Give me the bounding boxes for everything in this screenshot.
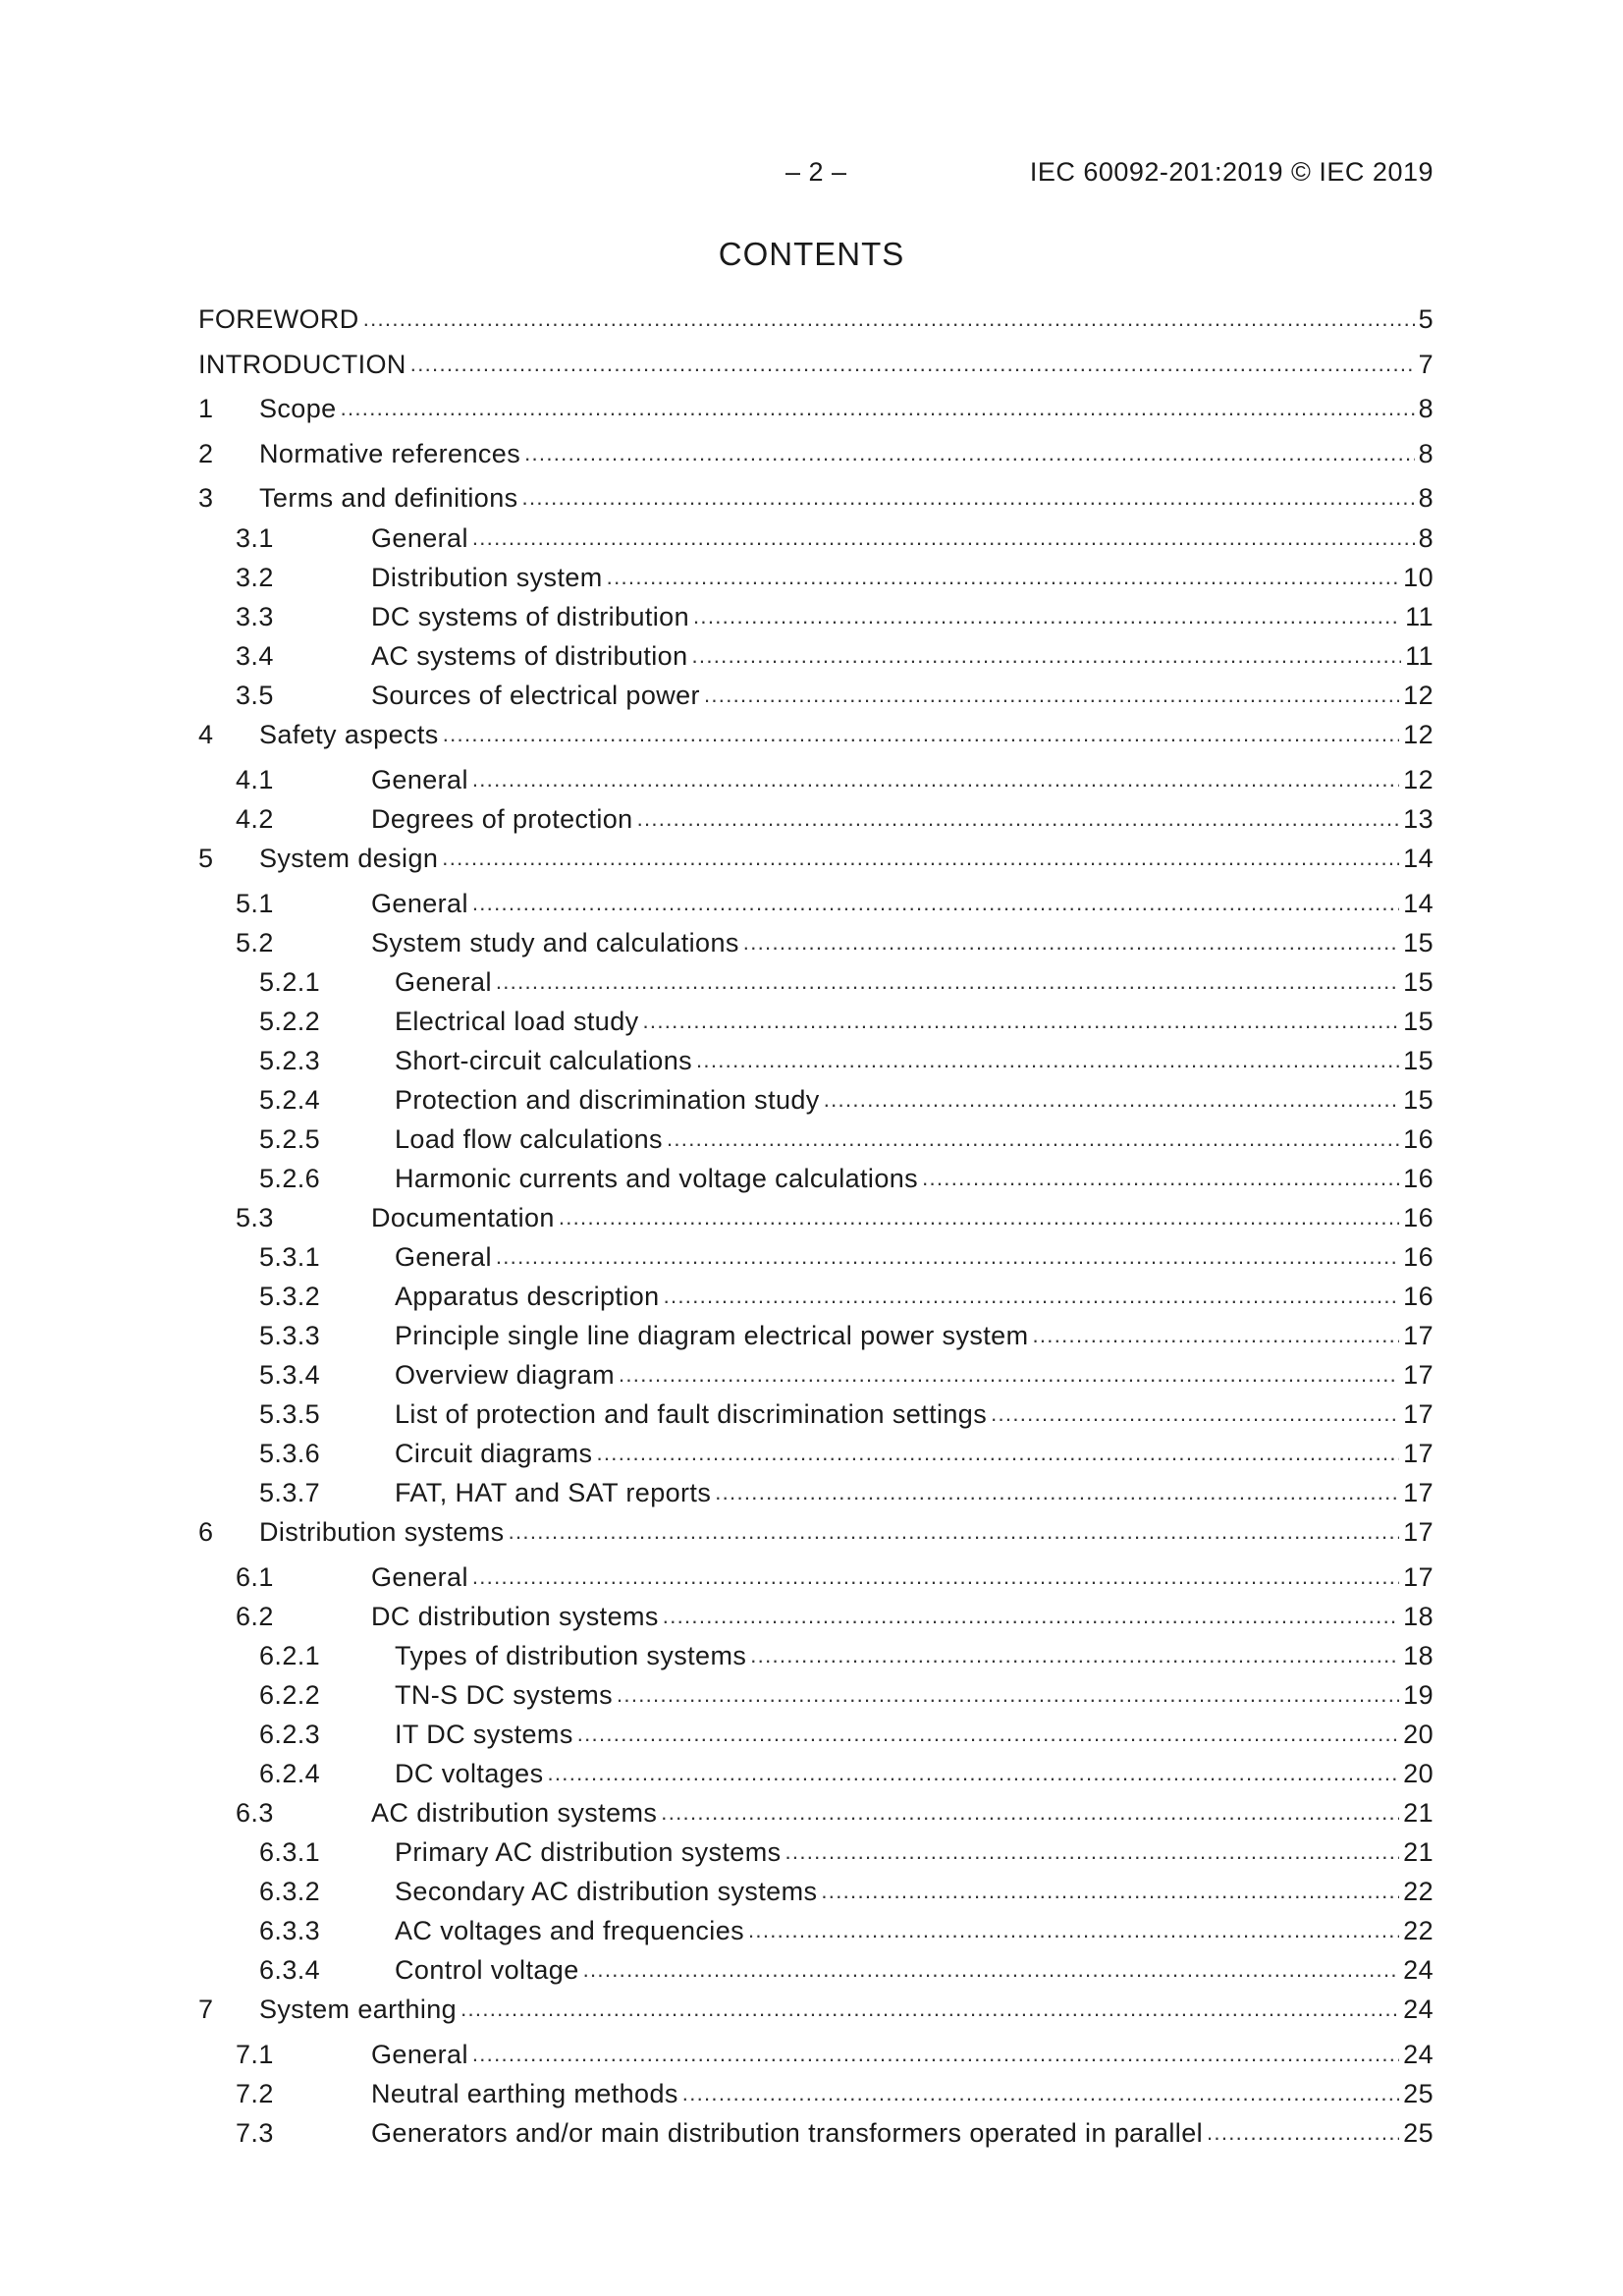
toc-entry[interactable]: [198, 394, 1434, 429]
toc-entry[interactable]: [198, 1798, 1434, 1833]
toc-entry[interactable]: [198, 1321, 1434, 1356]
toc-dot-leader: [743, 926, 1399, 957]
toc-entry-title: Degrees of protection: [371, 804, 633, 834]
toc-entry-page: 15: [1403, 1085, 1434, 1115]
toc-dot-leader: [693, 600, 1401, 630]
toc-dot-leader: [583, 1953, 1400, 1984]
toc-dot-leader: [363, 302, 1415, 333]
toc-entry[interactable]: [198, 1837, 1434, 1873]
toc-entry-number: 4.2: [236, 804, 274, 834]
toc-entry-page: 14: [1403, 844, 1434, 873]
toc-entry[interactable]: [198, 1360, 1434, 1395]
toc-entry[interactable]: [198, 1877, 1434, 1912]
toc-entry-number: 5: [198, 844, 214, 873]
toc-entry-number: 3.2: [236, 563, 274, 592]
toc-entry[interactable]: [198, 844, 1434, 879]
toc-entry-page: 10: [1403, 563, 1434, 592]
toc-entry-page: 7: [1418, 350, 1434, 379]
toc-entry-title: Overview diagram: [395, 1360, 615, 1390]
toc-entry-page: 18: [1403, 1602, 1434, 1631]
toc-entry-title: Sources of electrical power: [371, 681, 700, 710]
toc-entry-title: DC distribution systems: [371, 1602, 659, 1631]
toc-entry-title: FOREWORD: [198, 304, 359, 334]
toc-entry-number: 5.3.5: [259, 1399, 321, 1429]
toc-entry[interactable]: [198, 1916, 1434, 1951]
toc-entry-title: Types of distribution systems: [395, 1641, 747, 1670]
toc-entry-page: 21: [1403, 1837, 1434, 1867]
toc-entry[interactable]: [198, 1720, 1434, 1755]
toc-entry-title: System design: [259, 844, 439, 873]
toc-entry[interactable]: [198, 439, 1434, 474]
toc-entry-title: Safety aspects: [259, 720, 439, 749]
toc-entry-title: Protection and discrimination study: [395, 1085, 820, 1115]
toc-entry[interactable]: [198, 1995, 1434, 2030]
toc-entry-number: 4: [198, 720, 214, 749]
toc-entry-number: 6.3.4: [259, 1955, 321, 1985]
toc-entry-number: 6.2.4: [259, 1759, 321, 1788]
toc-entry-number: 5.2.4: [259, 1085, 321, 1115]
toc-entry-number: 5.3: [236, 1203, 274, 1232]
toc-entry-number: 6.2: [236, 1602, 274, 1631]
toc-entry-page: 19: [1403, 1680, 1434, 1710]
toc-entry-number: 6.3.2: [259, 1877, 321, 1906]
toc-entry-number: 7: [198, 1995, 214, 2024]
toc-entry-title: Distribution system: [371, 563, 603, 592]
toc-entry-number: 5.3.1: [259, 1242, 321, 1272]
toc-entry[interactable]: [198, 1439, 1434, 1474]
toc-entry[interactable]: [198, 928, 1434, 963]
toc-entry[interactable]: [198, 2118, 1434, 2154]
toc-entry[interactable]: [198, 1602, 1434, 1637]
toc-entry-title: List of protection and fault discrimination settings: [395, 1399, 988, 1429]
toc-entry[interactable]: [198, 1680, 1434, 1716]
toc-entry[interactable]: [198, 1124, 1434, 1160]
toc-entry-title: Secondary AC distribution systems: [395, 1877, 818, 1906]
toc-entry-page: 17: [1403, 1321, 1434, 1350]
toc-entry[interactable]: [198, 1203, 1434, 1238]
toc-entry-title: DC systems of distribution: [371, 602, 689, 631]
toc-entry-number: 6: [198, 1517, 214, 1547]
toc-entry-page: 15: [1403, 967, 1434, 997]
toc-entry[interactable]: [198, 641, 1434, 677]
toc-entry-title: General: [395, 967, 492, 997]
toc-entry-number: 3.5: [236, 681, 274, 710]
toc-entry-number: 3.4: [236, 641, 274, 671]
toc-entry[interactable]: [198, 304, 1434, 340]
toc-entry-title: General: [395, 1242, 492, 1272]
toc-dot-leader: [509, 1515, 1400, 1546]
toc-entry-page: 17: [1403, 1439, 1434, 1468]
toc-dot-leader: [443, 718, 1399, 748]
toc-dot-leader: [472, 887, 1399, 917]
toc-entry-number: 6.3.1: [259, 1837, 321, 1867]
toc-dot-leader: [472, 763, 1399, 793]
toc-entry-title: Harmonic currents and voltage calculations: [395, 1164, 919, 1193]
toc-entry-title: Load flow calculations: [395, 1124, 663, 1154]
toc-entry-number: 5.3.6: [259, 1439, 321, 1468]
toc-entry-page: 20: [1403, 1720, 1434, 1749]
toc-entry-title: INTRODUCTION: [198, 350, 406, 379]
toc-entry-number: 5.2.1: [259, 967, 321, 997]
toc-entry[interactable]: [198, 1759, 1434, 1794]
toc-entry-page: 16: [1403, 1124, 1434, 1154]
toc-entry-title: AC voltages and frequencies: [395, 1916, 745, 1945]
toc-dot-leader: [785, 1835, 1400, 1866]
toc-entry-title: Primary AC distribution systems: [395, 1837, 782, 1867]
toc-entry-title: Neutral earthing methods: [371, 2079, 678, 2108]
toc-entry[interactable]: [198, 1478, 1434, 1513]
toc-entry-title: Principle single line diagram electrical power system: [395, 1321, 1029, 1350]
toc-entry-title: Distribution systems: [259, 1517, 505, 1547]
toc-entry[interactable]: [198, 1955, 1434, 1991]
toc-entry-page: 16: [1403, 1164, 1434, 1193]
toc-entry-page: 22: [1403, 1916, 1434, 1945]
toc-entry-page: 17: [1403, 1562, 1434, 1592]
toc-dot-leader: [442, 842, 1399, 872]
toc-dot-leader: [922, 1162, 1399, 1192]
toc-entry-number: 5.2: [236, 928, 274, 957]
toc-dot-leader: [750, 1639, 1399, 1669]
toc-entry[interactable]: [198, 1046, 1434, 1081]
toc-dot-leader: [704, 679, 1399, 709]
toc-entry-title: System study and calculations: [371, 928, 739, 957]
toc-entry-page: 25: [1403, 2118, 1434, 2148]
toc-dot-leader: [472, 1560, 1399, 1591]
toc-dot-leader: [991, 1397, 1399, 1428]
toc-entry-title: General: [371, 523, 468, 553]
toc-entry-number: 5.3.7: [259, 1478, 321, 1507]
toc-entry[interactable]: [198, 483, 1434, 519]
toc-entry-title: Circuit diagrams: [395, 1439, 593, 1468]
toc-entry-number: 6.2.1: [259, 1641, 321, 1670]
toc-dot-leader: [1032, 1319, 1399, 1349]
toc-entry-number: 5.2.5: [259, 1124, 321, 1154]
toc-entry[interactable]: [198, 2040, 1434, 2075]
toc-dot-leader: [496, 1240, 1399, 1271]
toc-dot-leader: [410, 348, 1415, 378]
toc-entry-number: 5.1: [236, 889, 274, 918]
toc-dot-leader: [643, 1005, 1400, 1035]
toc-entry-number: 6.1: [236, 1562, 274, 1592]
toc-dot-leader: [522, 481, 1415, 512]
toc-entry[interactable]: [198, 523, 1434, 559]
toc-entry-title: Documentation: [371, 1203, 555, 1232]
toc-entry-title: Short-circuit calculations: [395, 1046, 693, 1075]
toc-dot-leader: [696, 1044, 1399, 1074]
toc-entry[interactable]: [198, 1085, 1434, 1121]
toc-entry-number: 6.3: [236, 1798, 274, 1828]
toc-entry-page: 25: [1403, 2079, 1434, 2108]
toc-entry-page: 8: [1418, 523, 1434, 553]
toc-entry-number: 5.3.2: [259, 1282, 321, 1311]
toc-entry[interactable]: [198, 804, 1434, 840]
toc-entry[interactable]: [198, 1164, 1434, 1199]
toc-dot-leader: [496, 965, 1399, 996]
toc-entry-page: 15: [1403, 1007, 1434, 1036]
toc-entry-title: General: [371, 765, 468, 794]
toc-entry[interactable]: [198, 1007, 1434, 1042]
toc-dot-leader: [617, 1678, 1399, 1709]
toc-entry-title: TN-S DC systems: [395, 1680, 613, 1710]
toc-entry-number: 5.2.3: [259, 1046, 321, 1075]
toc-entry-page: 16: [1403, 1282, 1434, 1311]
toc-dot-leader: [667, 1122, 1399, 1153]
toc-entry-page: 17: [1403, 1360, 1434, 1390]
toc-entry-title: Scope: [259, 394, 337, 423]
toc-entry-title: Apparatus description: [395, 1282, 660, 1311]
toc-entry[interactable]: [198, 2079, 1434, 2114]
toc-entry-page: 17: [1403, 1478, 1434, 1507]
toc-entry[interactable]: [198, 1242, 1434, 1278]
toc-entry-page: 17: [1403, 1399, 1434, 1429]
toc-entry-page: 8: [1418, 483, 1434, 513]
toc-entry-number: 3: [198, 483, 214, 513]
toc-entry[interactable]: [198, 889, 1434, 924]
toc-dot-leader: [637, 802, 1400, 833]
toc-dot-leader: [748, 1914, 1399, 1944]
toc-entry-page: 8: [1418, 394, 1434, 423]
toc-entry[interactable]: [198, 681, 1434, 716]
toc-entry-title: Generators and/or main distribution transformers operated in parallel: [371, 2118, 1204, 2148]
toc-entry-page: 11: [1405, 641, 1434, 671]
toc-entry-number: 6.2.2: [259, 1680, 321, 1710]
toc-entry-page: 12: [1403, 720, 1434, 749]
toc-dot-leader: [663, 1600, 1399, 1630]
toc-entry[interactable]: [198, 1399, 1434, 1435]
toc-entry-number: 5.2.6: [259, 1164, 321, 1193]
toc-entry-number: 3.1: [236, 523, 274, 553]
toc-entry-title: AC distribution systems: [371, 1798, 658, 1828]
toc-entry-title: IT DC systems: [395, 1720, 573, 1749]
toc-entry-title: Normative references: [259, 439, 521, 468]
toc-entry-page: 15: [1403, 928, 1434, 957]
toc-entry-number: 5.3.3: [259, 1321, 321, 1350]
toc-entry[interactable]: [198, 765, 1434, 800]
document-reference: IEC 60092-201:2019 © IEC 2019: [1029, 157, 1434, 187]
toc-entry-title: General: [371, 889, 468, 918]
toc-dot-leader: [664, 1280, 1400, 1310]
toc-entry-number: 6.2.3: [259, 1720, 321, 1749]
toc-dot-leader: [524, 437, 1414, 467]
toc-entry-page: 21: [1403, 1798, 1434, 1828]
toc-entry-page: 24: [1403, 1955, 1434, 1985]
toc-entry-number: 3.3: [236, 602, 274, 631]
toc-dot-leader: [682, 2077, 1399, 2107]
toc-entry[interactable]: [198, 720, 1434, 755]
toc-entry-number: 1: [198, 394, 214, 423]
toc-dot-leader: [661, 1796, 1399, 1827]
toc-entry-page: 12: [1403, 765, 1434, 794]
toc-dot-leader: [460, 1993, 1399, 2023]
toc-entry-title: DC voltages: [395, 1759, 544, 1788]
toc-dot-leader: [472, 2038, 1399, 2068]
toc-entry-title: Terms and definitions: [259, 483, 518, 513]
toc-entry[interactable]: [198, 1282, 1434, 1317]
toc-entry-page: 16: [1403, 1242, 1434, 1272]
toc-entry-title: FAT, HAT and SAT reports: [395, 1478, 712, 1507]
toc-entry[interactable]: [198, 602, 1434, 637]
toc-entry[interactable]: [198, 1517, 1434, 1553]
toc-dot-leader: [559, 1201, 1399, 1231]
toc-dot-leader: [577, 1718, 1399, 1748]
toc-entry-title: System earthing: [259, 1995, 458, 2024]
toc-entry-title: General: [371, 2040, 468, 2069]
toc-entry[interactable]: [198, 563, 1434, 598]
toc-dot-leader: [715, 1476, 1399, 1506]
toc-entry-number: 5.2.2: [259, 1007, 321, 1036]
toc-entry[interactable]: [198, 967, 1434, 1003]
toc-entry-page: 15: [1403, 1046, 1434, 1075]
toc-dot-leader: [619, 1358, 1399, 1389]
toc-dot-leader: [1207, 2116, 1399, 2147]
toc-entry-page: 17: [1403, 1517, 1434, 1547]
toc-entry[interactable]: [198, 1562, 1434, 1598]
toc-entry-page: 16: [1403, 1203, 1434, 1232]
toc-entry-page: 18: [1403, 1641, 1434, 1670]
toc-entry-title: AC systems of distribution: [371, 641, 688, 671]
page-number: – 2 –: [785, 157, 847, 187]
toc-dot-leader: [596, 1437, 1399, 1467]
toc-entry-title: Control voltage: [395, 1955, 579, 1985]
toc-entry-page: 24: [1403, 2040, 1434, 2069]
toc-entry-title: Electrical load study: [395, 1007, 639, 1036]
toc-entry-number: 2: [198, 439, 214, 468]
toc-entry-number: 4.1: [236, 765, 274, 794]
toc-entry[interactable]: [198, 350, 1434, 385]
toc-entry-title: General: [371, 1562, 468, 1592]
toc-entry-page: 14: [1403, 889, 1434, 918]
toc-entry-page: 22: [1403, 1877, 1434, 1906]
toc-dot-leader: [821, 1875, 1399, 1905]
toc-dot-leader: [472, 521, 1415, 552]
toc-entry[interactable]: [198, 1641, 1434, 1676]
toc-entry-page: 11: [1405, 602, 1434, 631]
toc-entry-number: 7.2: [236, 2079, 274, 2108]
toc-entry-number: 7.1: [236, 2040, 274, 2069]
toc-entry-number: 5.3.4: [259, 1360, 321, 1390]
toc-entry-page: 13: [1403, 804, 1434, 834]
toc-entry-page: 24: [1403, 1995, 1434, 2024]
contents-title: CONTENTS: [718, 236, 905, 272]
toc-dot-leader: [607, 561, 1399, 591]
toc-entry-page: 12: [1403, 681, 1434, 710]
toc-entry-page: 5: [1418, 304, 1434, 334]
toc-entry-page: 20: [1403, 1759, 1434, 1788]
toc-entry-number: 7.3: [236, 2118, 274, 2148]
toc-dot-leader: [341, 392, 1415, 422]
toc-entry-page: 8: [1418, 439, 1434, 468]
toc-dot-leader: [824, 1083, 1399, 1114]
toc-dot-leader: [692, 639, 1402, 670]
toc-dot-leader: [547, 1757, 1399, 1787]
toc-entry-number: 6.3.3: [259, 1916, 321, 1945]
